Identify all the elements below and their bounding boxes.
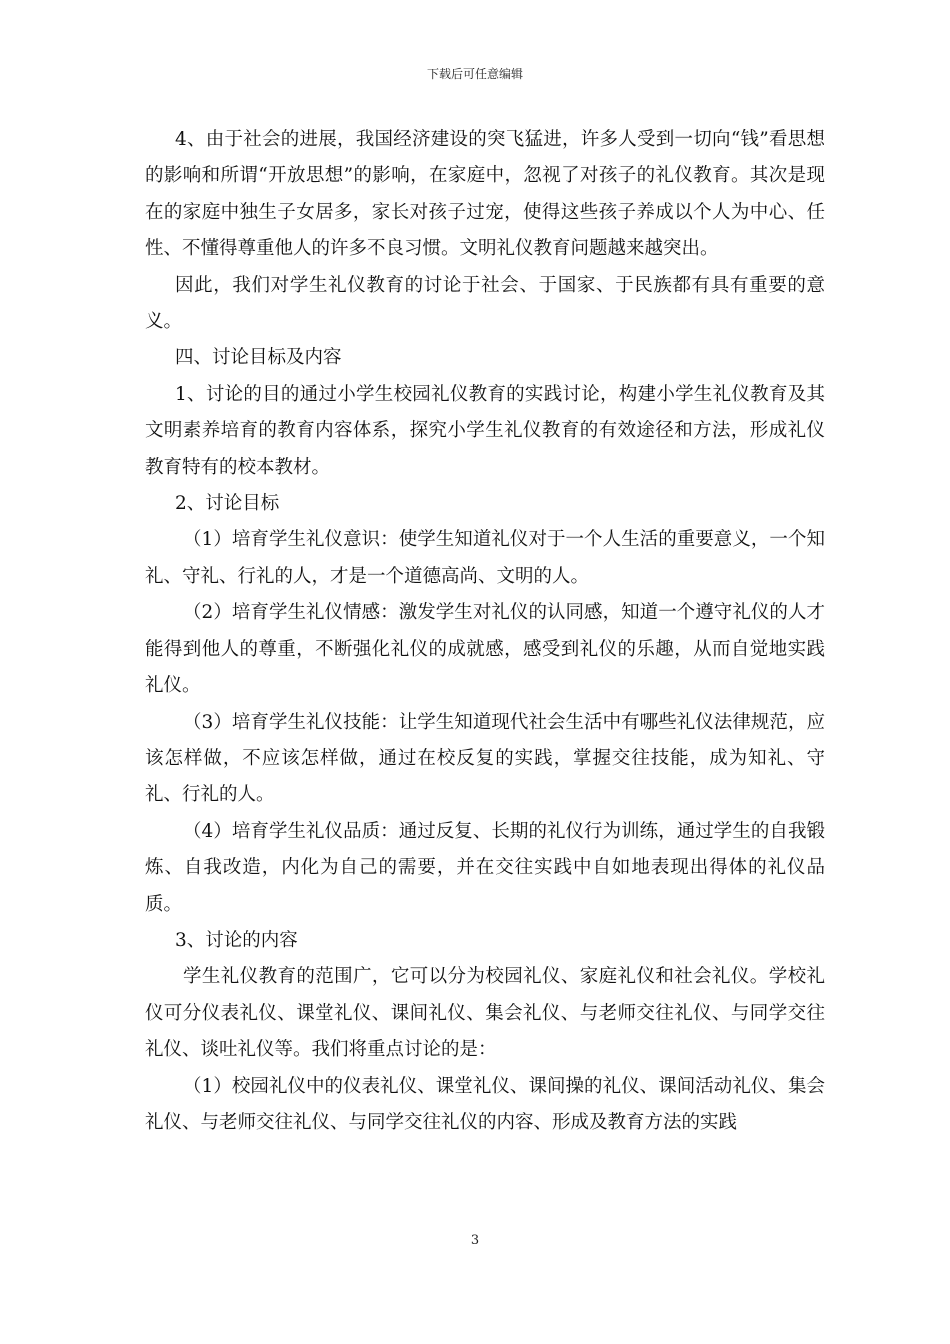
paragraph-2: 因此，我们对学生礼仪教育的讨论于社会、于国家、于民族都有具有重要的意义。 xyxy=(145,274,825,333)
section-heading-4: 四、讨论目标及内容 xyxy=(175,347,342,369)
page-header: 下载后可任意编辑 xyxy=(426,67,523,81)
paragraph-1: 4、由于社会的进展，我国经济建设的突飞猛进，许多人受到一切向“钱”看思想的影响和所谓“开放思想”的影响，在家庭中，忽视了对孩子的礼仪教育。其次是现在的家庭中独生子女居多，家长对孩子过宠，使得这些孩子养成以个人为中心、任性、不懂得尊重他人的许多不良习惯。文明礼仪教育问题越来越突出。 xyxy=(145,129,825,260)
goal-item-1: （1）培育学生礼仪意识：使学生知道礼仪对于一个人生活的重要意义，一个知礼、守礼、行礼的人，才是一个道德高尚、文明的人。 xyxy=(145,529,825,587)
paragraph-content-scope: 学生礼仪教育的范围广，它可以分为校园礼仪、家庭礼仪和社会礼仪。学校礼仪可分仪表礼仪、课堂礼仪、课间礼仪、集会礼仪、与老师交往礼仪、与同学交往礼仪、谈吐礼仪等。我们将重点讨论的是： xyxy=(145,966,825,1061)
goal-item-4: （4）培育学生礼仪品质：通过反复、长期的礼仪行为训练，通过学生的自我锻炼、自我改造，内化为自己的需要，并在交往实践中自如地表现出得体的礼仪品质。 xyxy=(145,820,825,915)
subheading-goals: 2、讨论目标 xyxy=(175,493,280,515)
goal-item-3: （3）培育学生礼仪技能：让学生知道现代社会生活中有哪些礼仪法律规范，应该怎样做，不应该怎样做，通过在校反复的实践，掌握交往技能，成为知礼、守礼、行礼的人。 xyxy=(145,711,825,806)
page-number: 3 xyxy=(470,1233,480,1248)
document-body xyxy=(145,122,825,1141)
paragraph-purpose: 1、讨论的目的通过小学生校园礼仪教育的实践讨论，构建小学生礼仪教育及其文明素养培育的教育内容体系，探究小学生礼仪教育的有效途径和方法，形成礼仪教育特有的校本教材。 xyxy=(145,383,825,478)
subheading-content: 3、讨论的内容 xyxy=(175,929,298,951)
content-item-1: （1）校园礼仪中的仪表礼仪、课堂礼仪、课间操的礼仪、课间活动礼仪、集会礼仪、与老师交往礼仪、与同学交往礼仪的内容、形成及教育方法的实践 xyxy=(145,1075,825,1133)
goal-item-2: （2）培育学生礼仪情感：激发学生对礼仪的认同感，知道一个遵守礼仪的人才能得到他人的尊重，不断强化礼仪的成就感，感受到礼仪的乐趣，从而自觉地实践礼仪。 xyxy=(145,602,825,697)
